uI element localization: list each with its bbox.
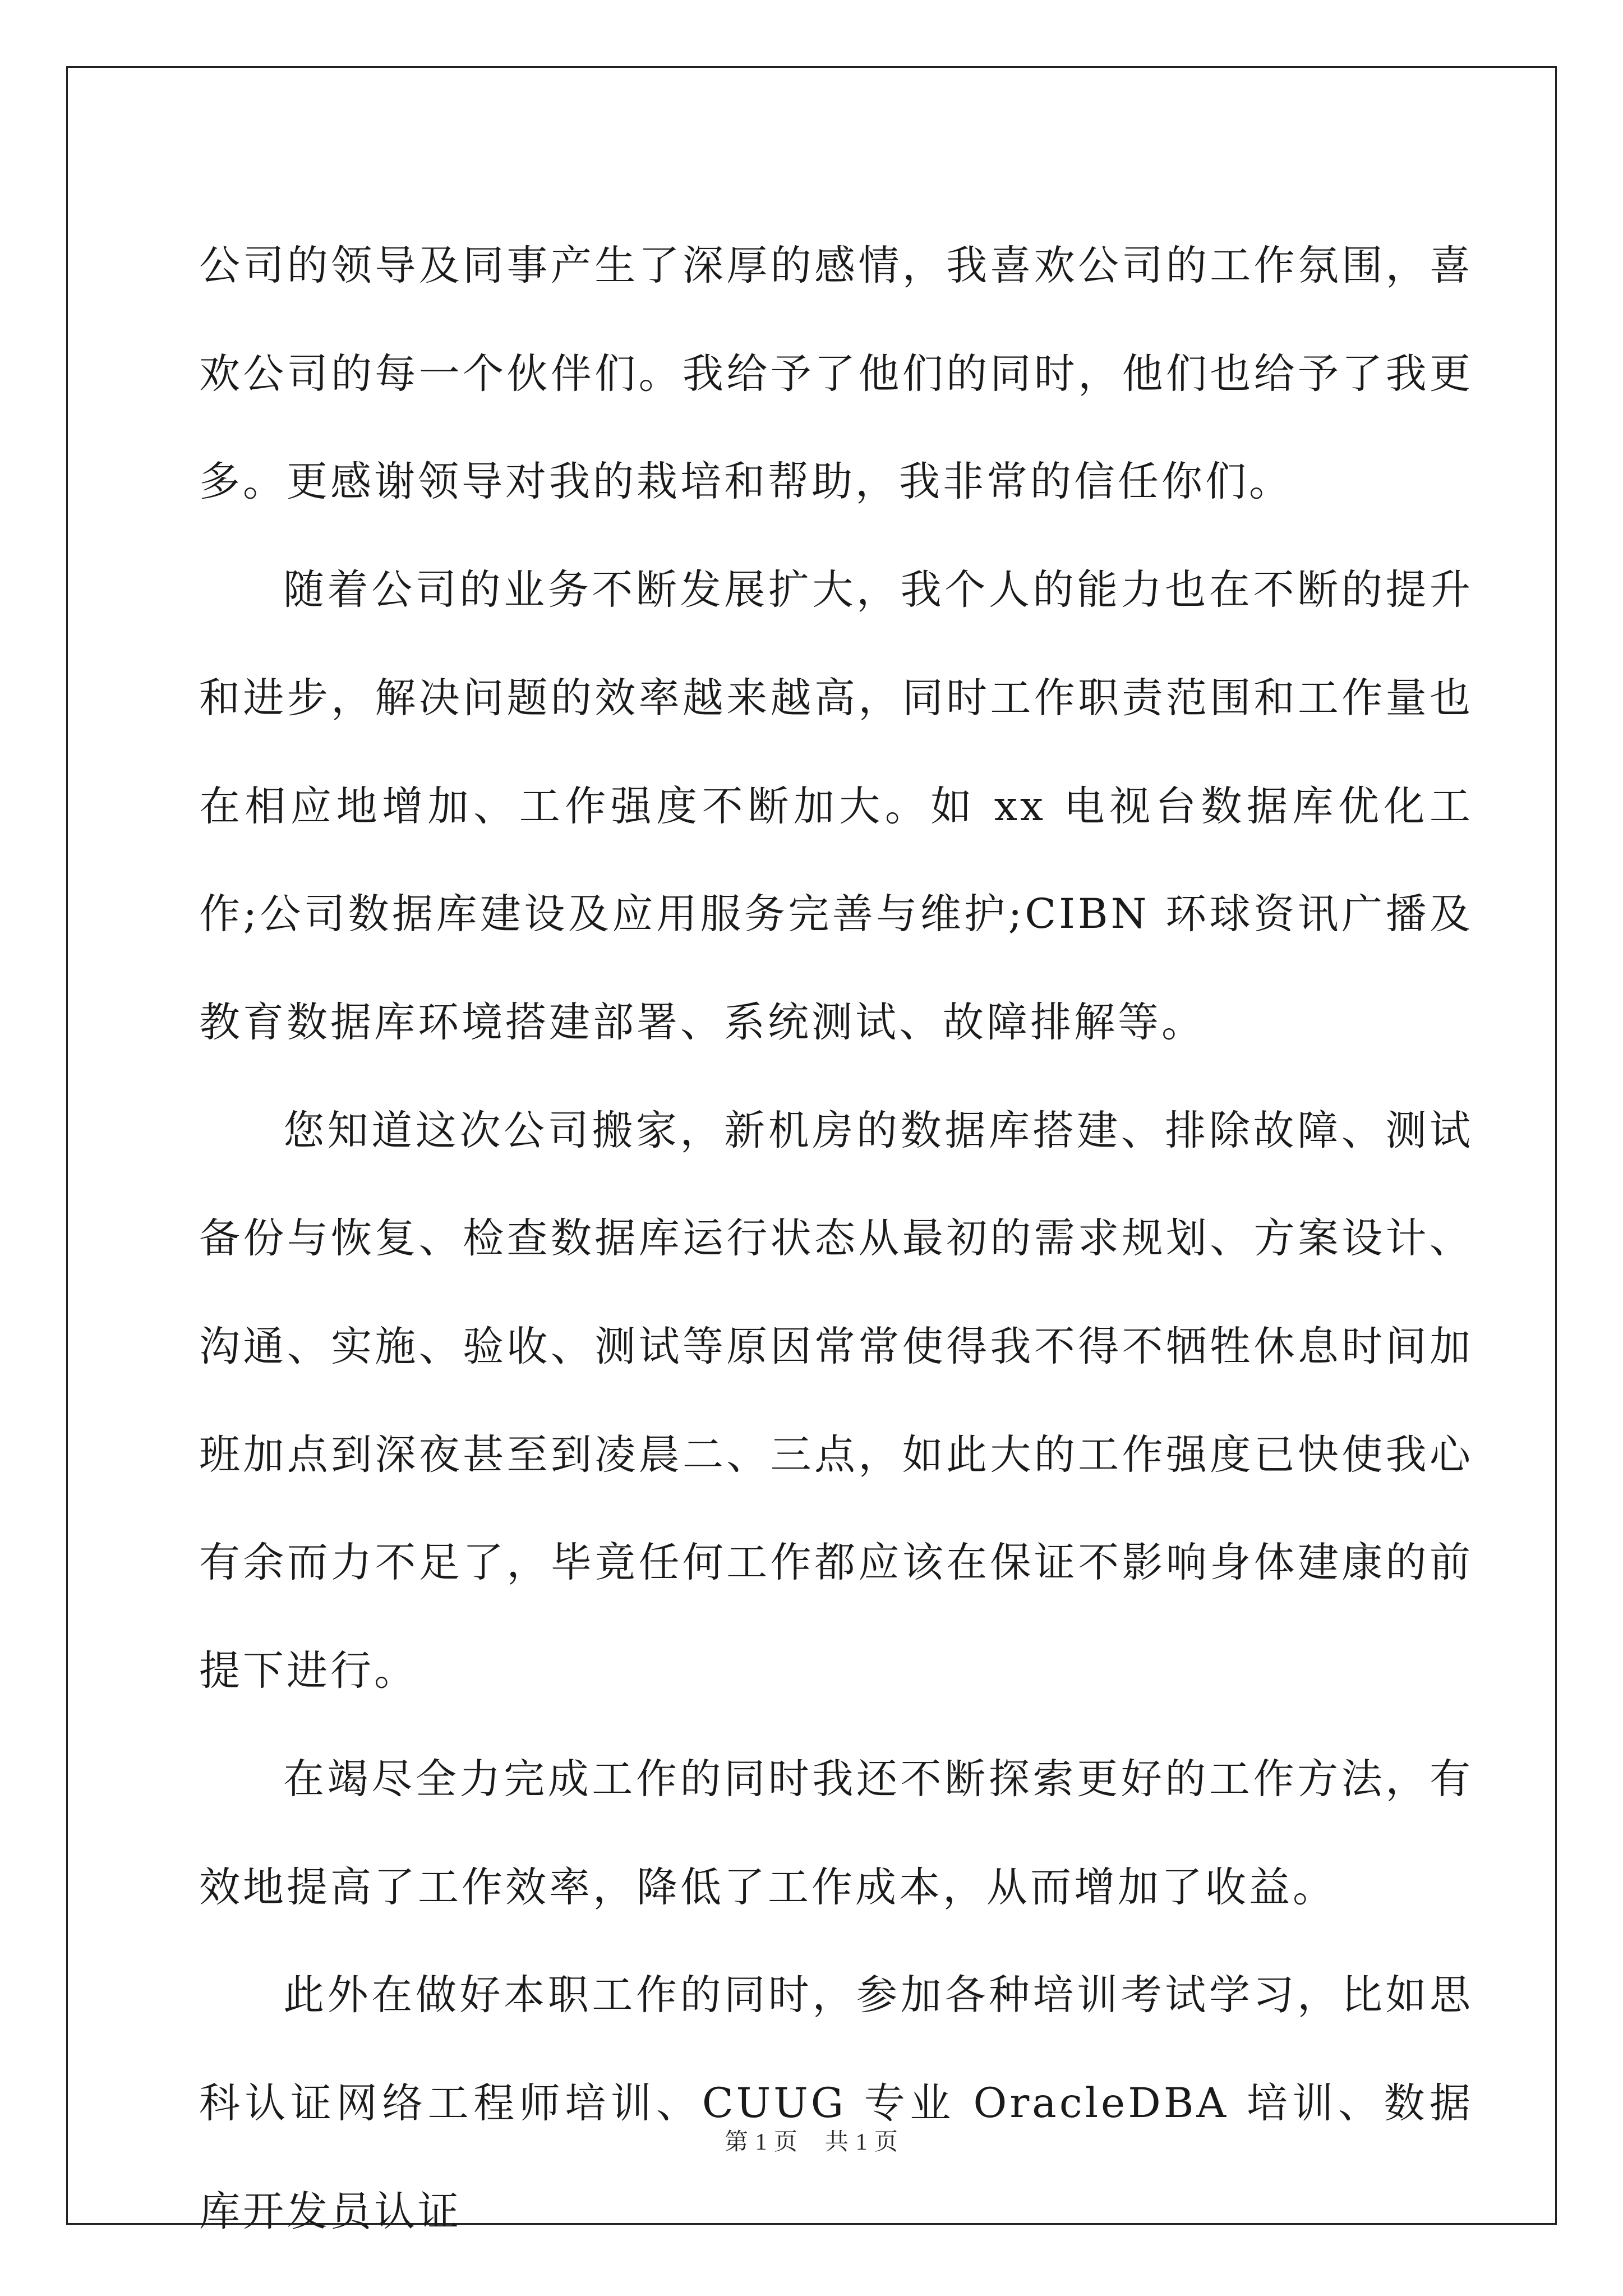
paragraph-4: 在竭尽全力完成工作的同时我还不断探索更好的工作方法，有效地提高了工作效率，降低了工作成本，从而增加了收益。	[199, 1755, 1473, 1911]
page-number: 第 1 页	[724, 2129, 798, 2155]
paragraph-3: 您知道这次公司搬家，新机房的数据库搭建、排除故障、测试备份与恢复、检查数据库运行状态从最初的需求规划、方案设计、沟通、实施、验收、测试等原因常常使得我不得不牺牲休息时间加班加点到深夜甚至到凌晨二、三点，如此大的工作强度已快使我心有余而力不足了，毕竟任何工作都应该在保证不影响身体建康的前提下进行。	[199, 1106, 1473, 1695]
document-body	[199, 212, 1473, 2266]
paragraph-2: 随着公司的业务不断发展扩大，我个人的能力也在不断的提升和进步，解决问题的效率越来越高，同时工作职责范围和工作量也在相应地增加、工作强度不断加大。如 xx 电视台数据库优化工作;公司数据库建设及应用服务完善与维护;CIBN 环球资讯广播及教育数据库环境搭建部署、系统测试、故障排解等。	[199, 566, 1473, 1046]
page-total: 共 1 页	[825, 2129, 899, 2155]
paragraph-1: 公司的领导及同事产生了深厚的感情，我喜欢公司的工作氛围，喜欢公司的每一个伙伴们。我给予了他们的同时，他们也给予了我更多。更感谢领导对我的栽培和帮助，我非常的信任你们。	[199, 242, 1473, 506]
paragraph-5: 此外在做好本职工作的同时，参加各种培训考试学习，比如思科认证网络工程师培训、CUUG 专业 OracleDBA 培训、数据库开发员认证	[199, 1971, 1473, 2235]
page-footer	[0, 2123, 1623, 2157]
